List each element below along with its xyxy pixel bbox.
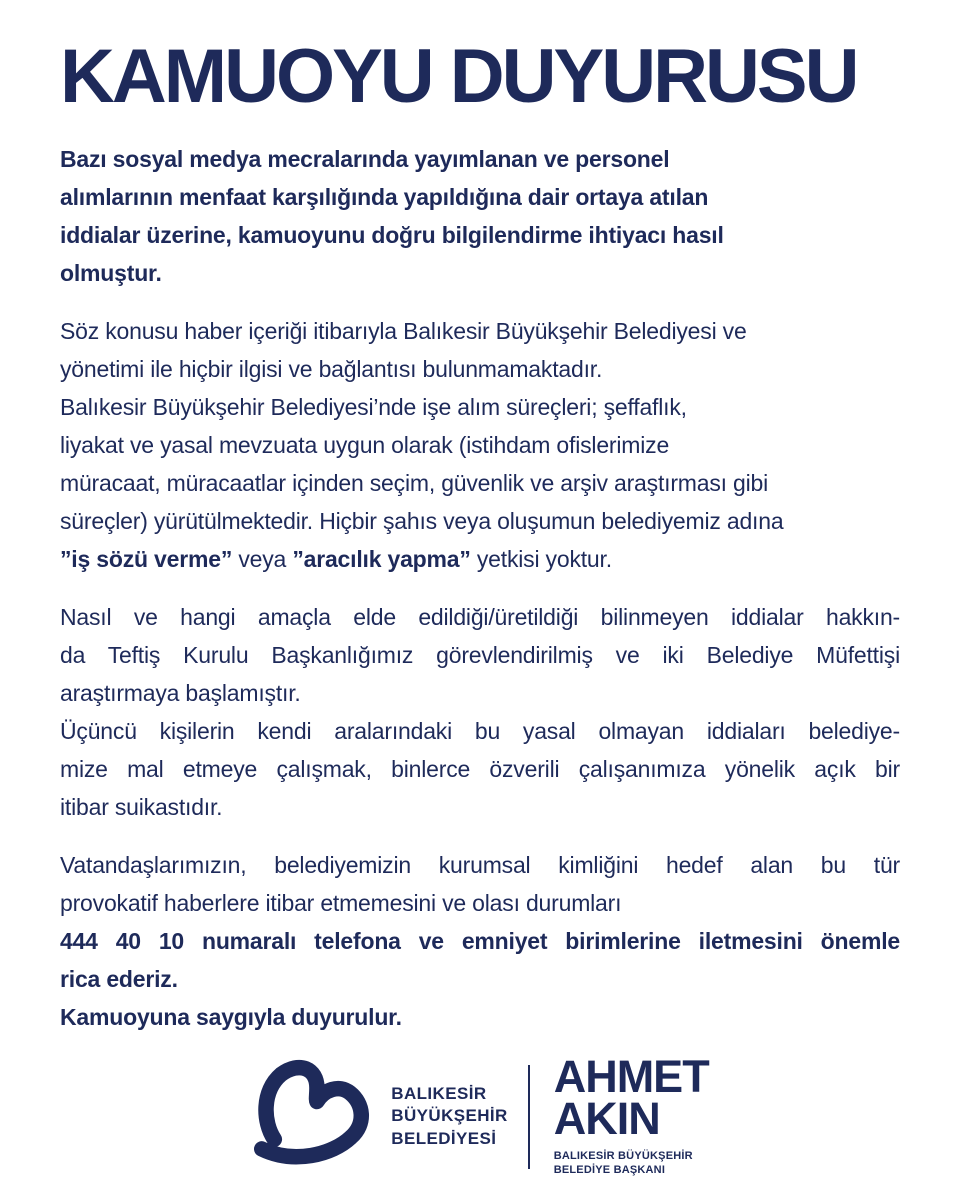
bold-text-segment: ”iş sözü verme” xyxy=(60,545,233,572)
bold-text-segment: ”aracılık yapma” xyxy=(292,545,471,572)
text-line xyxy=(60,350,900,388)
mayor-name xyxy=(553,1050,709,1144)
text-line xyxy=(60,502,900,540)
paragraph-intro xyxy=(60,140,900,292)
text-line xyxy=(60,884,900,922)
bold-text-segment: olmuştur. xyxy=(60,259,162,286)
text-segment: liyakat ve yasal mevzuata uygun olarak (istihdam ofislerimize xyxy=(60,431,670,458)
page-title: KAMUOYU DUYURUSU xyxy=(60,34,857,119)
bold-text-segment: Bazı sosyal medya mecralarında yayımlanan ve personel xyxy=(60,145,670,172)
text-segment: yetkisi yoktur. xyxy=(470,545,612,572)
mayor-signature xyxy=(553,1050,709,1177)
text-segment: provokatif haberlere itibar etmemesini ve olası durumları xyxy=(60,889,622,916)
text-line xyxy=(60,922,900,960)
text-segment: mize mal etmeye çalışmak, binlerce özverili çalışanımıza yönelik açık bir xyxy=(60,755,900,782)
text-line xyxy=(60,216,900,254)
text-segment: da Teftiş Kurulu Başkanlığımız görevlendirilmiş ve iki Belediye Müfettişi xyxy=(60,641,900,668)
announcement-body xyxy=(60,140,900,1036)
text-line xyxy=(60,960,900,998)
text-line xyxy=(60,388,900,426)
bold-text-segment: Kamuoyuna saygıyla duyurulur. xyxy=(60,1003,402,1030)
mayor-title-line: BALIKESİR BÜYÜKŞEHİR xyxy=(553,1149,693,1162)
text-segment: araştırmaya başlamıştır. xyxy=(60,679,301,706)
text-line xyxy=(60,998,900,1036)
text-line xyxy=(60,788,900,826)
municipality-logo-group xyxy=(251,1056,507,1178)
paragraph-hiring-process xyxy=(60,312,900,578)
text-line xyxy=(60,312,900,350)
bold-text-segment: alımlarının menfaat karşılığında yapıldığına dair ortaya atılan xyxy=(60,183,709,210)
text-segment: Üçüncü kişilerin kendi aralarındaki bu yasal olmayan iddiaları belediye- xyxy=(60,717,900,744)
text-line xyxy=(60,254,900,292)
text-line xyxy=(60,140,900,178)
text-segment: itibar suikastıdır. xyxy=(60,793,223,820)
municipality-name-line: BELEDİYESİ xyxy=(391,1128,497,1148)
text-segment: Balıkesir Büyükşehir Belediyesi’nde işe alım süreçleri; şeffaflık, xyxy=(60,393,687,420)
text-line xyxy=(60,464,900,502)
text-line xyxy=(60,636,900,674)
bold-text-segment: iddialar üzerine, kamuoyunu doğru bilgilendirme ihtiyacı hasıl xyxy=(60,221,724,248)
text-line xyxy=(60,846,900,884)
text-line xyxy=(60,674,900,712)
mayor-name-line: AHMET xyxy=(553,1050,709,1102)
text-line xyxy=(60,712,900,750)
text-segment: Nasıl ve hangi amaçla elde edildiği/üretildiği bilinmeyen iddialar hakkın- xyxy=(60,603,900,630)
text-segment: Vatandaşlarımızın, belediyemizin kurumsal kimliğini hedef alan bu tür xyxy=(60,851,900,878)
footer-divider xyxy=(528,1065,530,1169)
text-line xyxy=(60,598,900,636)
bold-text-segment: rica ederiz. xyxy=(60,965,178,992)
mayor-name-line: AKIN xyxy=(553,1092,660,1144)
text-segment: süreçler) yürütülmektedir. Hiçbir şahıs veya oluşumun belediyemiz adına xyxy=(60,507,784,534)
text-line xyxy=(60,178,900,216)
bold-text-segment: 444 40 10 numaralı telefona ve emniyet birimlerine iletmesini önemle xyxy=(60,927,900,954)
heart-b-logo-icon xyxy=(251,1056,379,1178)
text-segment: Söz konusu haber içeriği itibarıyla Balıkesir Büyükşehir Belediyesi ve xyxy=(60,317,747,344)
text-line xyxy=(60,750,900,788)
paragraph-call-to-citizens xyxy=(60,846,900,1036)
municipality-name-line: BÜYÜKŞEHİR xyxy=(391,1106,508,1126)
text-segment: müracaat, müracaatlar içinden seçim, güvenlik ve arşiv araştırması gibi xyxy=(60,469,769,496)
text-segment: yönetimi ile hiçbir ilgisi ve bağlantısı bulunmamaktadır. xyxy=(60,355,603,382)
text-line xyxy=(60,426,900,464)
paragraph-investigation xyxy=(60,598,900,826)
footer xyxy=(60,1050,900,1178)
municipality-name xyxy=(391,1083,507,1150)
text-line xyxy=(60,540,900,578)
mayor-title-line: BELEDİYE BAŞKANI xyxy=(553,1163,666,1176)
municipality-name-line: BALIKESİR xyxy=(391,1083,487,1103)
text-segment: veya xyxy=(232,545,293,572)
mayor-title xyxy=(554,1149,709,1178)
